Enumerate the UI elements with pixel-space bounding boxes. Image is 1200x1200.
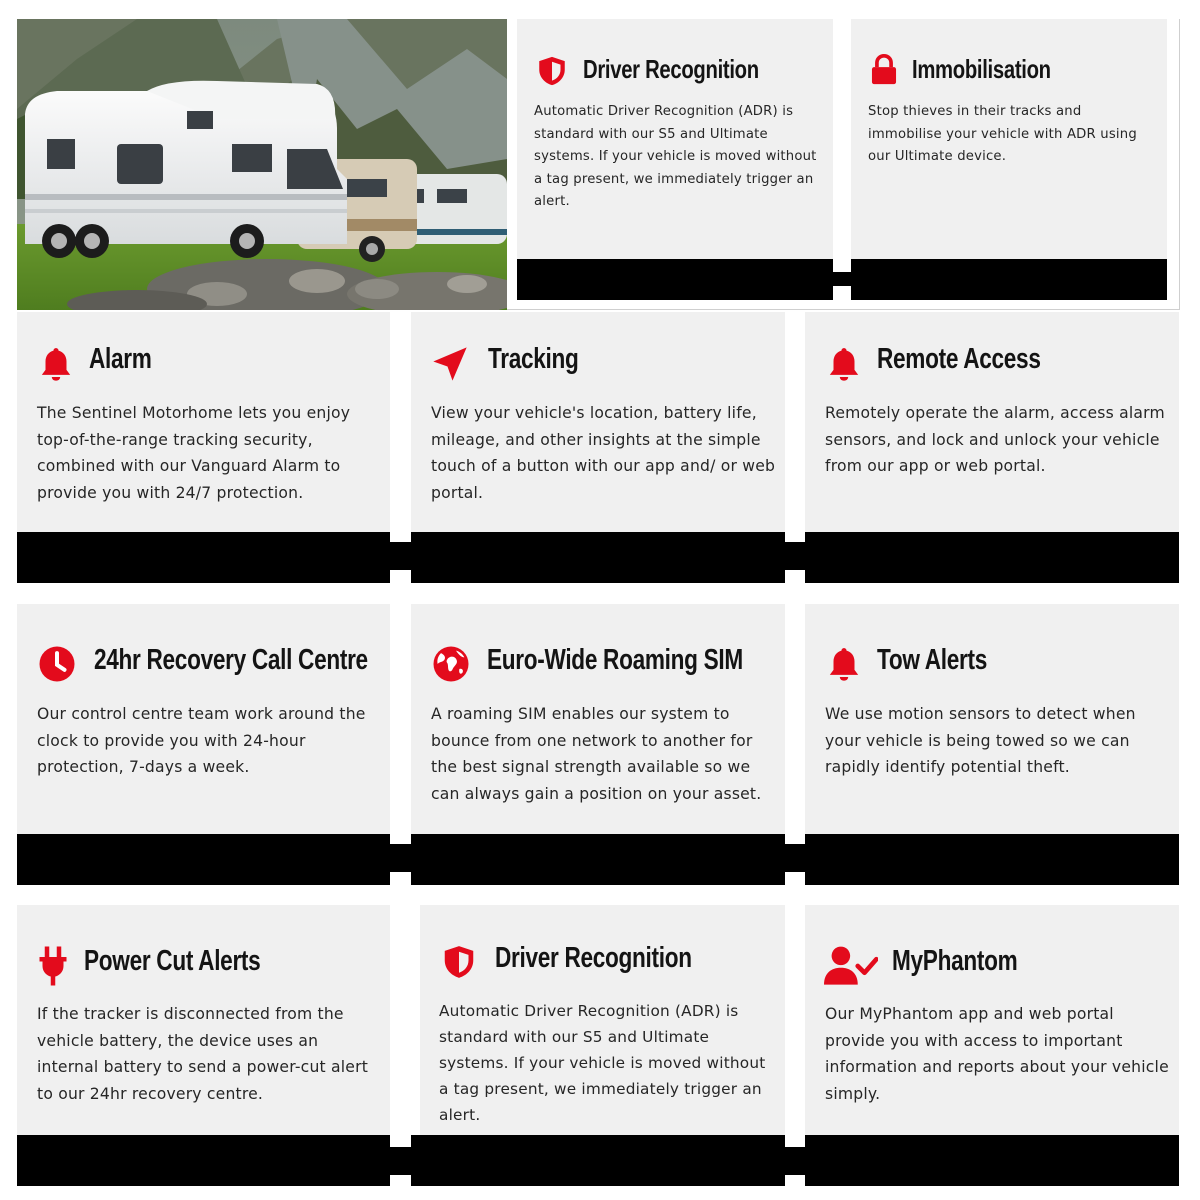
bar-connector	[390, 542, 411, 570]
card-footer-bar	[411, 1135, 785, 1186]
card-footer-bar	[805, 834, 1179, 885]
frame-line-right	[1179, 19, 1180, 310]
card-footer-bar	[517, 259, 833, 300]
padlock-icon	[867, 52, 901, 88]
feature-card-alarm	[17, 312, 390, 532]
bell-icon	[36, 344, 76, 384]
bar-connector	[390, 1147, 411, 1175]
bell-icon	[824, 344, 864, 384]
card-footer-bar	[805, 532, 1179, 583]
card-title: 24hr Recovery Call Centre	[94, 644, 368, 676]
frame-line-bottom	[507, 309, 1180, 310]
card-footer-bar	[411, 532, 785, 583]
feature-card-driver-recognition-2	[420, 905, 785, 1135]
card-description: We use motion sensors to detect when your vehicle is being towed so we can rapidly identify potential theft.	[825, 705, 1136, 777]
card-footer-bar	[17, 1135, 390, 1186]
shield-icon	[535, 53, 569, 89]
card-description: Remotely operate the alarm, access alarm sensors, and lock and unlock your vehicle from our app or web portal.	[825, 404, 1165, 476]
location-arrow-icon	[430, 344, 470, 384]
bar-connector	[785, 542, 805, 570]
card-footer-bar	[851, 259, 1167, 300]
clock-icon	[37, 644, 77, 684]
bar-connector	[785, 844, 805, 872]
card-title: Remote Access	[877, 343, 1041, 375]
card-footer-bar	[411, 834, 785, 885]
feature-card-power-cut-alerts	[17, 905, 390, 1135]
card-title: Euro-Wide Roaming SIM	[487, 644, 743, 676]
feature-card-myphantom	[805, 905, 1179, 1135]
card-description: Stop thieves in their tracks and immobilise your vehicle with ADR using our Ultimate device.	[868, 104, 1137, 164]
motorhome-photo	[17, 19, 507, 310]
card-description: Automatic Driver Recognition (ADR) is standard with our S5 and Ultimate systems. If your vehicle is moved without a tag present, we immediately trigger an alert.	[439, 1002, 766, 1124]
feature-card-immobilisation	[851, 19, 1167, 259]
power-plug-icon	[35, 945, 71, 987]
feature-card-tow-alerts	[805, 604, 1179, 834]
card-footer-bar	[805, 1135, 1179, 1186]
feature-card-driver-recognition	[517, 19, 833, 259]
card-footer-bar	[17, 834, 390, 885]
card-description: Our control centre team work around the clock to provide you with 24-hour protection, 7-days a week.	[37, 705, 366, 777]
card-title: Tow Alerts	[877, 644, 987, 676]
feature-card-roaming-sim	[411, 604, 785, 834]
bell-icon	[824, 644, 864, 684]
card-title: Alarm	[89, 343, 152, 375]
user-check-icon	[824, 945, 878, 987]
card-title: MyPhantom	[892, 945, 1018, 977]
card-title: Driver Recognition	[495, 942, 692, 974]
card-description: Our MyPhantom app and web portal provide you with access to important information and reports about your vehicle simply.	[825, 1005, 1169, 1103]
card-title: Power Cut Alerts	[84, 945, 261, 977]
feature-card-recovery-call-centre	[17, 604, 390, 834]
feature-card-tracking	[411, 312, 785, 532]
card-description: If the tracker is disconnected from the vehicle battery, the device uses an internal battery to send a power-cut alert to our 24hr recovery centre.	[37, 1005, 369, 1103]
shield-icon	[440, 941, 478, 983]
card-description: The Sentinel Motorhome lets you enjoy top-of-the-range tracking security, combined with our Vanguard Alarm to provide you with 24/7 protection.	[37, 404, 351, 502]
card-description: A roaming SIM enables our system to bounce from one network to another for the best signal strength available so we can always gain a position on your asset.	[431, 705, 762, 803]
card-title: Immobilisation	[912, 54, 1051, 84]
card-description: Automatic Driver Recognition (ADR) is standard with our S5 and Ultimate systems. If your vehicle is moved without a tag present, we immediately trigger an alert.	[534, 104, 817, 209]
card-title: Tracking	[488, 343, 579, 375]
card-description: View your vehicle's location, battery life, mileage, and other insights at the simple touch of a button with our app and/ or web portal.	[431, 404, 776, 502]
bar-connector	[833, 272, 851, 286]
bar-connector	[785, 1147, 805, 1175]
bar-connector	[390, 844, 411, 872]
feature-card-remote-access	[805, 312, 1179, 532]
card-footer-bar	[17, 532, 390, 583]
globe-icon	[431, 644, 471, 684]
card-title: Driver Recognition	[583, 54, 759, 84]
